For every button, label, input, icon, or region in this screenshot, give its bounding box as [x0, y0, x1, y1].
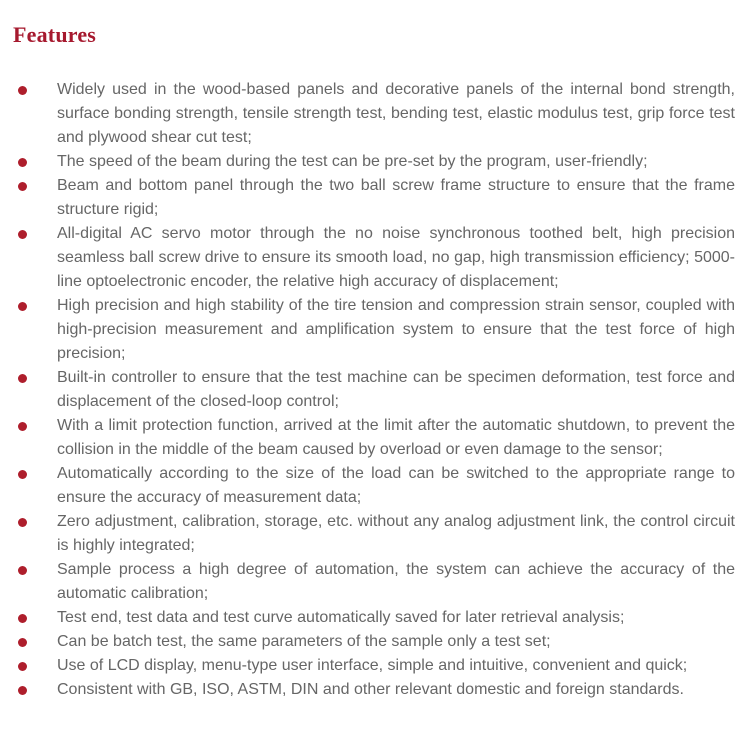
feature-item [0, 294, 750, 366]
feature-item [0, 630, 750, 654]
feature-text: High precision and high stability of the tire tension and compression strain sensor, coupled with high-precision measurement and amplification system to ensure that the test force of high precision; [57, 297, 735, 362]
bullet-icon [18, 686, 27, 695]
features-list [0, 78, 750, 702]
feature-item [0, 222, 750, 294]
feature-item [0, 558, 750, 606]
feature-item [0, 462, 750, 510]
bullet-icon [18, 302, 27, 311]
feature-text: Consistent with GB, ISO, ASTM, DIN and other relevant domestic and foreign standards. [57, 681, 684, 698]
bullet-icon [18, 158, 27, 167]
bullet-icon [18, 470, 27, 479]
feature-item [0, 510, 750, 558]
bullet-icon [18, 662, 27, 671]
bullet-icon [18, 374, 27, 383]
bullet-icon [18, 230, 27, 239]
feature-item [0, 78, 750, 150]
feature-text: Can be batch test, the same parameters of the sample only a test set; [57, 633, 551, 650]
feature-item [0, 366, 750, 414]
feature-text: Sample process a high degree of automation, the system can achieve the accuracy of the automatic calibration; [57, 561, 735, 602]
feature-item [0, 606, 750, 630]
feature-text: The speed of the beam during the test can be pre-set by the program, user-friendly; [57, 153, 648, 170]
bullet-icon [18, 638, 27, 647]
bullet-icon [18, 614, 27, 623]
feature-item [0, 174, 750, 222]
feature-text: Widely used in the wood-based panels and decorative panels of the internal bond strength, surface bonding strength, tensile strength test, bending test, elastic modulus test, grip force test and plywood shear cut test; [57, 81, 735, 146]
feature-item [0, 414, 750, 462]
bullet-icon [18, 422, 27, 431]
feature-text: Zero adjustment, calibration, storage, etc. without any analog adjustment link, the control circuit is highly integrated; [57, 513, 735, 554]
feature-text: With a limit protection function, arrived at the limit after the automatic shutdown, to prevent the collision in the middle of the beam caused by overload or even damage to the sensor; [57, 417, 735, 458]
feature-text: Use of LCD display, menu-type user interface, simple and intuitive, convenient and quick; [57, 657, 688, 674]
feature-text: Test end, test data and test curve automatically saved for later retrieval analysis; [57, 609, 625, 626]
feature-item [0, 654, 750, 678]
feature-item [0, 150, 750, 174]
bullet-icon [18, 518, 27, 527]
feature-text: Automatically according to the size of the load can be switched to the appropriate range to ensure the accuracy of measurement data; [57, 465, 735, 506]
feature-text: Built-in controller to ensure that the test machine can be specimen deformation, test force and displacement of the closed-loop control; [57, 369, 735, 410]
bullet-icon [18, 566, 27, 575]
bullet-icon [18, 86, 27, 95]
feature-text: All-digital AC servo motor through the no noise synchronous toothed belt, high precision seamless ball screw drive to ensure its smooth load, no gap, high transmission efficiency; 5000-line optoelectronic encoder, the relative high accuracy of displacement; [57, 225, 735, 290]
feature-text: Beam and bottom panel through the two ball screw frame structure to ensure that the frame structure rigid; [57, 177, 735, 218]
page-title: Features [13, 22, 97, 47]
bullet-icon [18, 182, 27, 191]
feature-item [0, 678, 750, 702]
